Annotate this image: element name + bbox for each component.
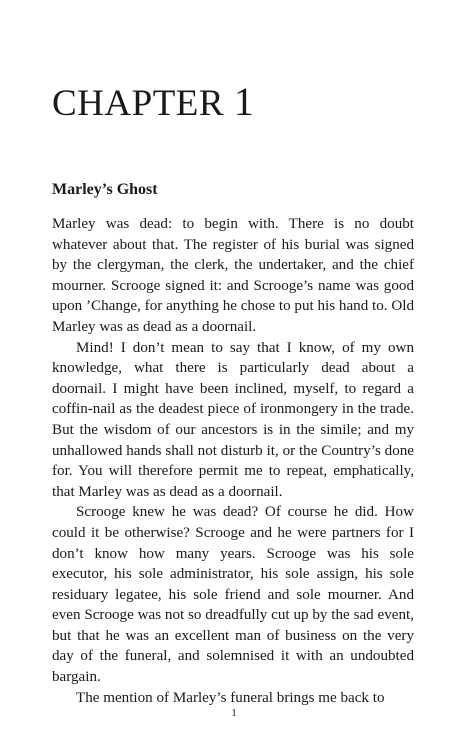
chapter-label: CHAPTER — [52, 83, 225, 124]
paragraph: Scrooge knew he was dead? Of course he did. How could it be otherwise? Scrooge and he were partners for I don’t know how many years. Scrooge was his sole executor, his sole administrator, his sole assign, his sole residuary legatee, his sole friend and sole mourner. And even Scrooge was not so dreadfully cut up by the sad event, but that he was an excellent man of business on the very day of the funeral, and solemnised it with an undoubted bargain. — [52, 504, 414, 686]
body-text — [52, 214, 414, 708]
paragraph: The mention of Marley’s funeral brings me back to — [76, 689, 385, 706]
chapter-title — [52, 79, 255, 124]
paragraph: Mind! I don’t mean to say that I know, of my own knowledge, what there is particularly dead about a doornail. I might have been inclined, myself, to regard a coffin-nail as the deadest piece of ironmongery in the trade. But the wisdom of our ancestors is in the simile; and my unhallowed hands shall not disturb it, or the Country’s done for. You will therefore permit me to repeat, emphatically, that Marley was as dead as a doornail. — [52, 339, 414, 500]
paragraph: Marley was dead: to begin with. There is no doubt whatever about that. The register of his burial was signed by the clergyman, the clerk, the undertaker, and the chief mourner. Scrooge signed it: and Scrooge’s name was good upon ’Change, for anything he chose to put his hand to. Old Marley was as dead as a doornail. — [52, 216, 414, 335]
page-number: 1 — [231, 707, 237, 719]
chapter-number: 1 — [233, 79, 255, 124]
section-title: Marley’s Ghost — [52, 181, 158, 198]
